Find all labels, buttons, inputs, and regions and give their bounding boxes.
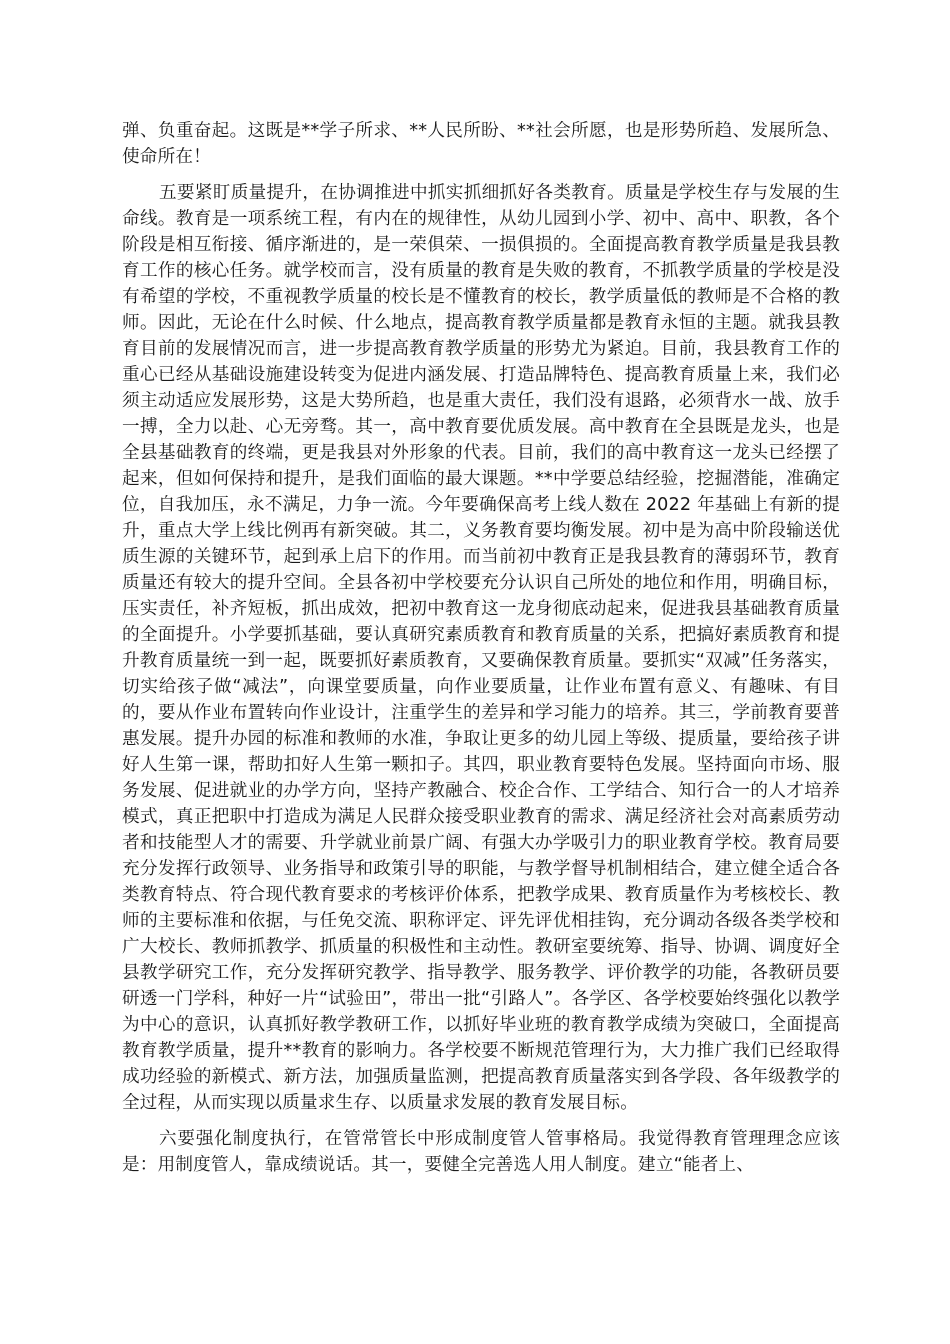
document-page <box>122 118 840 1188</box>
paragraph-2: 五要紧盯质量提升，在协调推进中抓实抓细抓好各类教育。质量是学校生存与发展的生命线。教育是一项系统工程，有内在的规律性，从幼儿园到小学、初中、高中、职教，各个阶段是相互衔接、循序渐进的，是一荣俱荣、一损俱损的。全面提高教育教学质量是我县教育工作的核心任务。就学校而言，没有质量的教育是失败的教育，不抓教学质量的学校是没有希望的学校，不重视教学质量的校长是不懂教育的校长，教学质量低的教师是不合格的教师。因此，无论在什么时候、什么地点，提高教育教学质量都是教育永恒的主题。就我县教育目前的发展情况而言，进一步提高教育教学质量的形势尤为紧迫。目前，我县教育工作的重心已经从基础设施建设转变为促进内涵发展、打造品牌特色、提高教育质量上来，我们必须主动适应发展形势，这是大势所趋，也是重大责任，我们没有退路，必须背水一战、放手一搏，全力以赴、心无旁骛。其一，高中教育要优质发展。高中教育在全县既是龙头，也是全县基础教育的终端，更是我县对外形象的代表。目前，我们的高中教育这一龙头已经摆了起来，但如何保持和提升，是我们面临的最大课题。**中学要总结经验，挖掘潜能，准确定位，自我加压，永不满足，力争一流。今年要确保高考上线人数在 2022 年基础上有新的提升，重点大学上线比例再有新突破。其二，义务教育要均衡发展。初中是为高中阶段输送优质生源的关键环节，起到承上启下的作用。而当前初中教育正是我县教育的薄弱环节，教育质量还有较大的提升空间。全县各初中学校要充分认识自己所处的地位和作用，明确目标，压实责任，补齐短板，抓出成效，把初中教育这一龙身彻底动起来，促进我县基础教育质量的全面提升。小学要抓基础，要认真研究素质教育和教育质量的关系，把搞好素质教育和提升教育质量统一到一起，既要抓好素质教育，又要确保教育质量。要抓实“双减”任务落实，切实给孩子做“减法”，向课堂要质量，向作业要质量，让作业布置有意义、有趣味、有目的，要从作业布置转向作业设计，注重学生的差异和学习能力的培养。其三，学前教育要普惠发展。提升办园的标准和教师的水准，争取让更多的幼儿园上等级、提质量，要给孩子讲好人生第一课，帮助扣好人生第一颗扣子。其四，职业教育要特色发展。坚持面向市场、服务发展、促进就业的办学方向，坚持产教融合、校企合作、工学结合、知行合一的人才培养模式，真正把职中打造成为满足人民群众接受职业教育的需求、满足经济社会对高素质劳动者和技能型人才的需要、升学就业前景广阔、有强大办学吸引力的职业教育学校。教育局要充分发挥行政领导、业务指导和政策引导的职能，与教学督导机制相结合，建立健全适合各类教育特点、符合现代教育要求的考核评价体系，把教学成果、教育质量作为考核校长、教师的主要标准和依据，与任免交流、职称评定、评先评优相挂钩，充分调动各级各类学校和广大校长、教师抓教学、抓质量的积极性和主动性。教研室要统筹、指导、协调、调度好全县教学研究工作，充分发挥研究教学、指导教学、服务教学、评价教学的功能，各教研员要研透一门学科，种好一片“试验田”，带出一批“引路人”。各学区、各学校要始终强化以教学为中心的意识，认真抓好教学教研工作，以抓好毕业班的教育教学成绩为突破口，全面提高教育教学质量，提升**教育的影响力。各学校要不断规范管理行为，大力推广我们已经取得成功经验的新模式、新方法，加强质量监测，把提高教育质量落实到各学段、各年级教学的全过程，从而实现以质量求生存、以质量求发展的教育发展目标。 <box>122 183 840 1113</box>
paragraph-3: 六要强化制度执行，在管常管长中形成制度管人管事格局。我觉得教育管理理念应该是：用制度管人，靠成绩说话。其一，要健全完善选人用人制度。建立“能者上、 <box>122 1129 840 1175</box>
paragraph-1: 弹、负重奋起。这既是**学子所求、**人民所盼、**社会所愿，也是形势所趋、发展所急、使命所在！ <box>122 121 840 167</box>
